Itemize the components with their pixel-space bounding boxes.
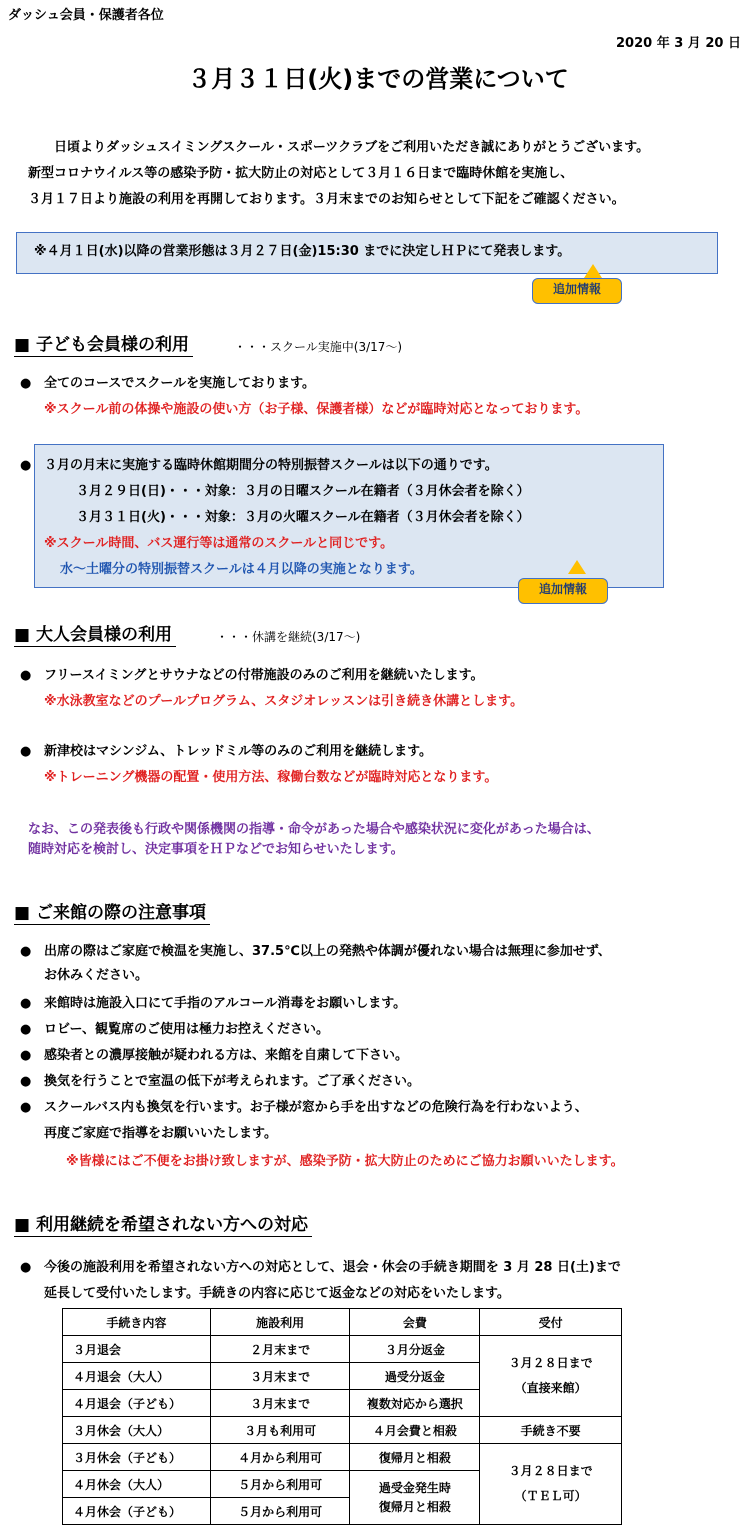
- caution-item-2: 来館時は施設入口にて手指のアルコール消毒をお願いします。: [44, 996, 407, 1011]
- adults-bullet-1: フリースイミングとサウナなどの付帯施設のみのご利用を継続いたします。: [44, 668, 484, 683]
- reception-direct-line-2: （直接来館）: [514, 1381, 587, 1395]
- table-cell: ２月末まで: [210, 1336, 350, 1363]
- procedures-table: [62, 1308, 622, 1525]
- table-header-facility: 施設利用: [210, 1309, 350, 1336]
- caution-item-6: スクールバス内も換気を行います。お子様が窓から手を出すなどの危険行為を行わないよう、: [44, 1100, 588, 1115]
- page-title: ３月３１日(火)までの営業について: [187, 65, 569, 93]
- bullet-icon: ●: [20, 996, 32, 1011]
- adults-bullet-2: 新津校はマシンジム、トレッドミル等のみのご利用を継続します。: [44, 744, 433, 759]
- table-cell: 復帰月と相殺: [350, 1444, 480, 1471]
- table-row: [63, 1444, 622, 1471]
- bullet-icon: ●: [20, 744, 32, 759]
- recipient: ダッシュ会員・保護者各位: [8, 8, 164, 23]
- bullet-icon: ●: [20, 1074, 32, 1089]
- table-cell: ３月末まで: [210, 1363, 350, 1390]
- table-cell: ３月退会: [63, 1336, 211, 1363]
- cautions-note: ※皆様にはご不便をお掛け致しますが、感染予防・拡大防止のためにご協力お願いいたします。: [66, 1154, 624, 1169]
- withdrawal-line-1: 今後の施設利用を希望されない方への対応として、退会・休会の手続き期間を 3 月 28 日(土)まで: [44, 1260, 621, 1275]
- children-tag-pointer: [568, 560, 586, 574]
- withdrawal-section-heading: ■ 利用継続を希望されない方への対応: [14, 1214, 312, 1237]
- fee-merged-line-2: 復帰月と相殺: [378, 1499, 451, 1514]
- children-section-heading: ■ 子ども会員様の利用: [14, 334, 193, 357]
- adults-followup-line-1: なお、この発表後も行政や関係機関の指導・命令があった場合や感染状況に変化があった場合は、: [28, 822, 600, 837]
- table-cell-reception-none: 手続き不要: [480, 1417, 622, 1444]
- table-cell: 複数対応から選択: [350, 1390, 480, 1417]
- reception-direct-line-1: ３月２８日まで: [508, 1356, 593, 1370]
- children-box-line-5: 水～土曜分の特別振替スクールは４月以降の実施となります。: [60, 562, 423, 577]
- table-cell: ５月から利用可: [210, 1471, 350, 1498]
- withdrawal-line-2: 延長して受付いたします。手続きの内容に応じて返金などの対応をいたします。: [44, 1286, 510, 1301]
- children-box-line-4: ※スクール時間、バス運行等は通常のスクールと同じです。: [44, 536, 394, 551]
- table-cell-reception-direct: [480, 1336, 622, 1417]
- adults-section-note: ・・・休講を継続(3/17～): [216, 630, 361, 644]
- intro-line-1: 日頃よりダッシュスイミングスクール・スポーツクラブをご利用いただき誠にありがとうございます。: [54, 140, 650, 155]
- adults-bullet-1-note: ※水泳教室などのプールプログラム、スタジオレッスンは引き続き休講とします。: [44, 694, 524, 709]
- table-cell: ５月から利用可: [210, 1498, 350, 1525]
- caution-item-4: 感染者との濃厚接触が疑われる方は、来館を自粛して下さい。: [44, 1048, 409, 1063]
- table-header-fee: 会費: [350, 1309, 480, 1336]
- bullet-icon: ●: [20, 668, 32, 683]
- table-header-reception: 受付: [480, 1309, 622, 1336]
- adults-followup-line-2: 随時対応を検討し、決定事項をＨＰなどでお知らせいたします。: [28, 842, 404, 857]
- table-cell: ４月退会（子ども）: [63, 1390, 211, 1417]
- table-cell: 過受分返金: [350, 1363, 480, 1390]
- table-header-procedure: 手続き内容: [63, 1309, 211, 1336]
- intro-line-3: ３月１７日より施設の利用を再開しております。３月末までのお知らせとして下記をご確認ください。: [28, 192, 625, 207]
- table-cell-fee-merged: [350, 1471, 480, 1525]
- table-cell: ４月休会（大人）: [63, 1471, 211, 1498]
- document-date: 2020 年 3 月 20 日: [616, 36, 741, 51]
- table-cell: ３月休会（大人）: [63, 1417, 211, 1444]
- caution-item-3: ロビー、観覧席のご使用は極力お控えください。: [44, 1022, 329, 1037]
- table-cell: ４月会費と相殺: [350, 1417, 480, 1444]
- caution-item-6-cont: 再度ご家庭で指導をお願いいたします。: [44, 1126, 277, 1141]
- table-header-row: [63, 1309, 622, 1336]
- children-section-note: ・・・スクール実施中(3/17～): [234, 340, 403, 354]
- adults-bullet-2-note: ※トレーニング機器の配置・使用方法、稼働台数などが臨時対応となります。: [44, 770, 498, 785]
- table-row: [63, 1417, 622, 1444]
- bullet-icon: ●: [20, 944, 32, 959]
- table-cell: ３月末まで: [210, 1390, 350, 1417]
- notice-additional-info-tag: 追加情報: [532, 278, 622, 304]
- children-additional-info-tag: 追加情報: [518, 578, 608, 604]
- caution-item-1: 出席の際はご家庭で検温を実施し、37.5℃以上の発熱や体調が優れない場合は無理に参加せず、: [44, 944, 611, 959]
- table-cell: ３月も利用可: [210, 1417, 350, 1444]
- bullet-icon: ●: [20, 1100, 32, 1115]
- table-cell-reception-tel: [480, 1444, 622, 1525]
- reception-tel-line-1: ３月２８日まで: [508, 1464, 593, 1478]
- table-cell: ４月休会（子ども）: [63, 1498, 211, 1525]
- children-box-line-3: ３月３１日(火)・・・対象：３月の火曜スクール在籍者（３月休会者を除く）: [76, 510, 530, 525]
- reception-tel-line-2: （ＴＥＬ可）: [514, 1489, 587, 1503]
- children-bullet-1: 全てのコースでスクールを実施しております。: [44, 376, 316, 391]
- cautions-section-heading: ■ ご来館の際の注意事項: [14, 902, 210, 925]
- children-box-line-1: ３月の月末に実施する臨時休館期間分の特別振替スクールは以下の通りです。: [44, 458, 498, 473]
- table-cell: ３月休会（子ども）: [63, 1444, 211, 1471]
- bullet-icon: ●: [20, 376, 32, 391]
- caution-item-5: 換気を行うことで室温の低下が考えられます。ご了承ください。: [44, 1074, 420, 1089]
- notice-tag-pointer: [584, 264, 602, 278]
- caution-item-1-cont: お休みください。: [44, 968, 149, 983]
- children-box-line-2: ３月２９日(日)・・・対象：３月の日曜スクール在籍者（３月休会者を除く）: [76, 484, 530, 499]
- table-row: [63, 1336, 622, 1363]
- bullet-icon: ●: [20, 1260, 32, 1275]
- table-cell: ４月退会（大人）: [63, 1363, 211, 1390]
- notice-text: ※４月１日(水)以降の営業形態は３月２７日(金)15:30 までに決定しＨＰにて発表します。: [34, 244, 571, 259]
- bullet-icon: ●: [20, 1048, 32, 1063]
- adults-section-heading: ■ 大人会員様の利用: [14, 624, 176, 647]
- bullet-icon: ●: [20, 1022, 32, 1037]
- bullet-icon: ●: [20, 458, 32, 473]
- table-cell: ３月分返金: [350, 1336, 480, 1363]
- intro-line-2: 新型コロナウイルス等の感染予防・拡大防止の対応として３月１６日まで臨時休館を実施し、: [28, 166, 574, 181]
- fee-merged-line-1: 過受金発生時: [378, 1480, 451, 1495]
- table-cell: ４月から利用可: [210, 1444, 350, 1471]
- children-bullet-1-note: ※スクール前の体操や施設の使い方（お子様、保護者様）などが臨時対応となっております。: [44, 402, 589, 417]
